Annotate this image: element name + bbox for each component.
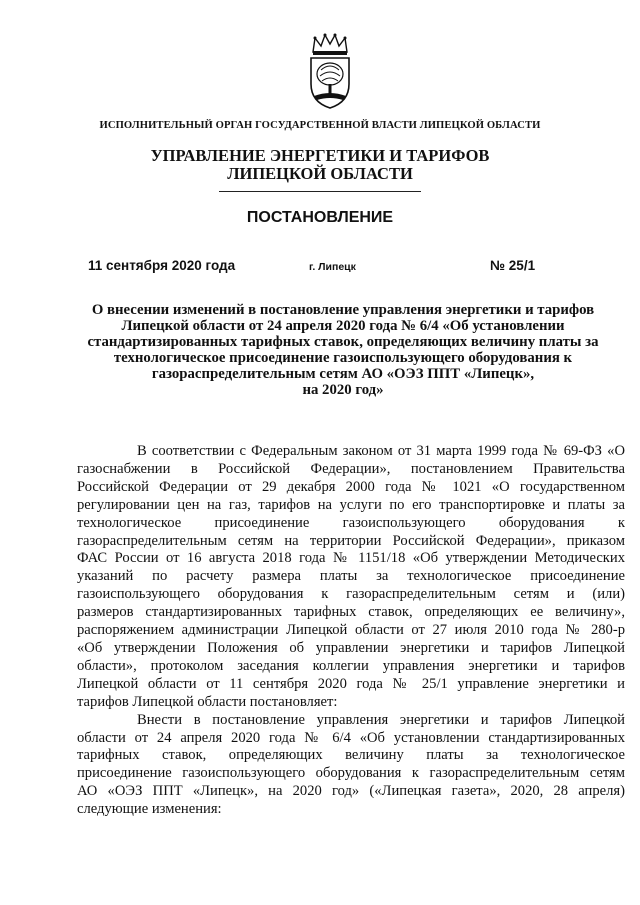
- body-line: Липецкой области от 11 сентября 2020 года № 25/1 управление энергетики и: [77, 675, 625, 692]
- title-line: Липецкой области от 24 апреля 2020 года № 6/4 «Об установлении: [121, 318, 565, 334]
- body-line: указаний по расчету размера платы за технологическое присоединение: [77, 568, 625, 585]
- body-line: Внести в постановление управления энергетики и тарифов Липецкой: [137, 711, 625, 728]
- document-city: г. Липецк: [309, 261, 356, 273]
- title-line: О внесении изменений в постановление управления энергетики и тарифов: [91, 302, 595, 318]
- body-line: области от 24 апреля 2020 года № 6/4 «Об установлении стандартизированных: [77, 729, 625, 746]
- body-line: АО «ОЭЗ ППТ «Липецк», на 2020 год» («Липецкая газета», 2020, 28 апреля): [77, 783, 625, 800]
- document-type: ПОСТАНОВЛЕНИЕ: [246, 209, 394, 226]
- body-line: присоединение газоиспользующего оборудования к газораспределительным сетям: [77, 765, 625, 782]
- title-line: технологическое присоединение газоиспользующего оборудования к: [113, 350, 573, 366]
- body-line: газоиспользующего оборудования к газораспределительным сетям и (или): [77, 586, 625, 603]
- body-line: «Об утверждении Положения об управлении энергетики и тарифов Липецкой: [77, 639, 625, 656]
- body-line: регулировании цен на газ, тарифов на услуги по его транспортировке и платы за: [77, 496, 625, 513]
- body-line: газораспределительным сетям на территории Российской Федерации», приказом: [77, 532, 625, 549]
- body-line: области», протоколом заседания коллегии управления энергетики и тарифов: [77, 657, 625, 674]
- body-line: технологическое присоединение газоиспользующего оборудования к: [77, 514, 625, 531]
- document-body: [77, 443, 625, 819]
- body-line: следующие изменения:: [77, 801, 222, 818]
- coat-of-arms-icon: [305, 32, 355, 110]
- document-title: [60, 302, 626, 398]
- body-line: В соответствии с Федеральным законом от 31 марта 1999 года № 69-ФЗ «О: [137, 443, 625, 459]
- body-line: распоряжением администрации Липецкой области от 27 июля 2010 года № 280-р: [77, 622, 625, 639]
- body-line: тарифных ставок, определяющих величину платы за технологическое: [77, 747, 625, 764]
- authority-name: ИСПОЛНИТЕЛЬНЫЙ ОРГАН ГОСУДАРСТВЕННОЙ ВЛАСТИ ЛИПЕЦКОЙ ОБЛАСТИ: [99, 120, 541, 131]
- title-line: на 2020 год»: [302, 382, 384, 398]
- title-line: стандартизированных тарифных ставок, определяющих величину платы за: [87, 334, 599, 350]
- title-line: газораспределительным сетям АО «ОЭЗ ППТ «Липецк»,: [151, 366, 535, 382]
- body-line: ФАС России от 16 августа 2018 года № 1151/18 «Об утверждении Методических: [77, 550, 625, 567]
- paragraph-1: [77, 443, 625, 712]
- paragraph-2: [77, 712, 625, 819]
- body-line: размеров стандартизированных тарифных ставок, определяющих ее величину»,: [77, 604, 625, 621]
- document-date: 11 сентября 2020 года: [88, 258, 236, 273]
- body-line: газоснабжении в Российской Федерации», постановлением Правительства: [77, 460, 625, 477]
- department-line-2: ЛИПЕЦКОЙ ОБЛАСТИ: [227, 164, 413, 183]
- body-line: тарифов Липецкой области постановляет:: [77, 693, 338, 710]
- document-number: № 25/1: [490, 258, 536, 273]
- header-divider: [219, 191, 421, 192]
- department-name: [0, 147, 640, 183]
- body-line: Российской Федерации от 29 декабря 2000 года № 1021 «О государственном: [77, 478, 625, 495]
- department-line-1: УПРАВЛЕНИЕ ЭНЕРГЕТИКИ И ТАРИФОВ: [150, 146, 490, 165]
